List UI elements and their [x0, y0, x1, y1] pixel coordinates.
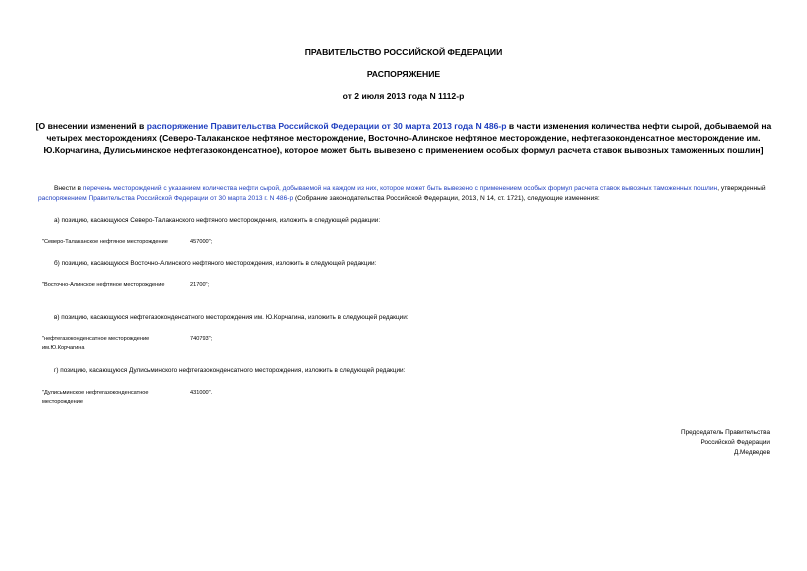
document-title — [30, 120, 777, 156]
intro-part-3: (Собрание законодательства Российской Федерации, 2013, N 14, ст. 1721), следующие изменения: — [293, 194, 600, 202]
title-suffix: в части изменения количества нефти сырой, добываемой на четырех месторождениях (Северо-Талаканское нефтяное месторождение, Восточно-Алинское нефтяное месторождение, нефтегазоконденсатное месторождение им. Ю.Корчагина, Дулисьминское нефтегазоконденсатное), которое может быть вывезено с применением особых формул расчета ставок вывозных таможенных пошлин] — [43, 121, 772, 155]
document-type-heading: РАСПОРЯЖЕНИЕ — [366, 69, 441, 79]
item-a-text: а) позицию, касающуюся Северо-Талаканского нефтяного месторождения, изложить в следующей редакции: — [54, 217, 381, 224]
intro-paragraph — [38, 184, 773, 203]
item-d-field-name: "Дулисьминское нефтегазоконденсатное месторождение — [42, 390, 149, 405]
government-heading: ПРАВИТЕЛЬСТВО РОССИЙСКОЙ ФЕДЕРАЦИИ — [304, 47, 503, 57]
item-c-field-name: "нефтегазоконденсатное месторождение им.Ю.Корчагина — [42, 336, 150, 351]
item-b-field-value: 21700"; — [190, 282, 210, 288]
item-c-text: в) позицию, касающуюся нефтегазоконденсатного месторождения им. Ю.Корчагина, изложить в следующей редакции: — [54, 314, 409, 321]
title-prefix: [О внесении изменений в — [35, 121, 147, 131]
item-b-field-name: "Восточно-Алинское нефтяное месторождение — [42, 282, 165, 288]
item-d-field-value: 431000". — [190, 390, 213, 396]
signature-position: Председатель Правительства — [681, 429, 770, 436]
item-b-text: б) позицию, касающуюся Восточно-Алинского нефтяного месторождения, изложить в следующей редакции: — [54, 260, 377, 267]
intro-part-2: , утвержденный — [717, 185, 766, 192]
item-a-field-name: "Северо-Талаканское нефтяное месторождение — [42, 239, 168, 245]
item-c-field-value: 740793"; — [190, 336, 213, 342]
document-date-number: от 2 июля 2013 года N 1112-р — [342, 91, 465, 101]
signature-name: Д.Медведев — [733, 449, 770, 456]
title-order-link[interactable]: распоряжение Правительства Российской Федерации от 30 марта 2013 года N 486-р — [146, 121, 507, 131]
item-d-text: г) позицию, касающуюся Дулисьминского нефтегазоконденсатного месторождения, изложить в следующей редакции: — [54, 367, 406, 374]
item-a-field-value: 457000"; — [190, 239, 213, 245]
field-list-link[interactable]: перечень месторождений с указанием количества нефти сырой, добываемой на каждом из них, которое может быть вывезено с применением особых формул расчета ставок вывозных таможенных пошлин — [82, 185, 718, 192]
intro-part-1: Внести в — [54, 185, 83, 192]
order-486-link[interactable]: распоряжением Правительства Российской Федерации от 30 марта 2013 г. N 486-р — [38, 194, 294, 202]
signature-organization: Российской Федерации — [700, 439, 770, 446]
signature-block — [681, 428, 770, 458]
